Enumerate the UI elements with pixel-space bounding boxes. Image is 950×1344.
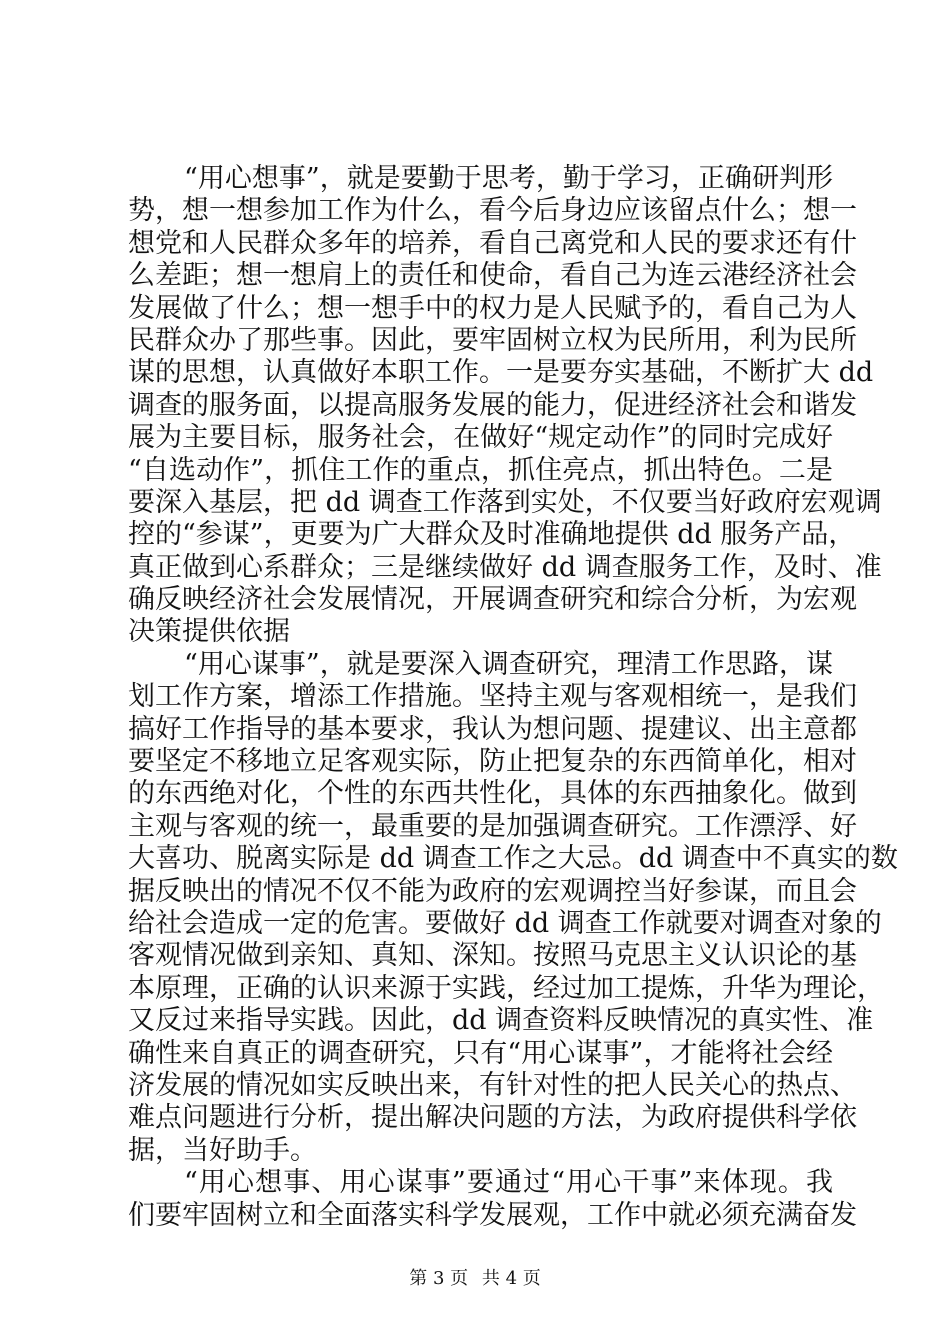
document-body	[128, 163, 898, 1232]
text-line: 真正做到心系群众；三是继续做好 dd 调查服务工作，及时、准	[128, 551, 882, 583]
paragraph-1	[128, 163, 882, 649]
page-number: 第 3 页	[409, 1268, 469, 1289]
text-line: 决策提供依据	[128, 616, 290, 648]
text-line: 么差距；想一想肩上的责任和使命，看自己为连云港经济社会	[128, 260, 857, 292]
page-total: 共 4 页	[481, 1268, 541, 1289]
text-line: 确性来自真正的调查研究，只有“用心谋事”，才能将社会经	[128, 1037, 833, 1069]
text-line: 又反过来指导实践。因此，dd 调查资料反映情况的真实性、准	[128, 1005, 874, 1037]
text-line: 谋的思想，认真做好本职工作。一是要夯实基础，不断扩大 dd	[128, 357, 874, 389]
text-line: 搞好工作指导的基本要求，我认为想问题、提建议、出主意都	[128, 713, 857, 745]
page-footer	[0, 1268, 950, 1290]
text-line: 主观与客观的统一，最重要的是加强调查研究。工作漂浮、好	[128, 810, 857, 842]
text-line: 给社会造成一定的危害。要做好 dd 调查工作就要对调查对象的	[128, 907, 882, 939]
text-line: 发展做了什么；想一想手中的权力是人民赋予的，看自己为人	[128, 292, 857, 324]
text-line: “自选动作”，抓住工作的重点，抓住亮点，抓出特色。二是	[128, 454, 833, 486]
text-line: 控的“参谋”，更要为广大群众及时准确地提供 dd 服务产品，	[128, 519, 856, 551]
text-line: 要深入基层，把 dd 调查工作落到实处，不仅要当好政府宏观调	[128, 486, 882, 518]
text-line: 想党和人民群众多年的培养，看自己离党和人民的要求还有什	[128, 227, 857, 259]
text-line: “用心想事”，就是要勤于思考，勤于学习，正确研判形	[184, 163, 833, 194]
text-line: 确反映经济社会发展情况，开展调查研究和综合分析，为宏观	[128, 584, 857, 616]
text-line: “用心谋事”，就是要深入调查研究，理清工作思路，谋	[184, 648, 833, 680]
paragraph-3	[128, 1167, 857, 1232]
text-line: 们要牢固树立和全面落实科学发展观，工作中就必须充满奋发	[128, 1199, 857, 1231]
text-line: 的东西绝对化，个性的东西共性化，具体的东西抽象化。做到	[128, 778, 857, 810]
text-line: 济发展的情况如实反映出来，有针对性的把人民关心的热点、	[128, 1069, 857, 1101]
text-line: 要坚定不移地立足客观实际，防止把复杂的东西简单化，相对	[128, 746, 857, 778]
text-line: 展为主要目标，服务社会，在做好“规定动作”的同时完成好	[128, 422, 833, 454]
text-line: 据反映出的情况不仅不能为政府的宏观调控当好参谋，而且会	[128, 875, 857, 907]
paragraph-2	[128, 648, 898, 1167]
text-line: 本原理，正确的认识来源于实践，经过加工提炼，升华为理论，	[128, 972, 884, 1004]
text-line: 民群众办了那些事。因此，要牢固树立权为民所用，利为民所	[128, 324, 857, 356]
text-line: 划工作方案，增添工作措施。坚持主观与客观相统一，是我们	[128, 681, 857, 713]
text-line: 客观情况做到亲知、真知、深知。按照马克思主义认识论的基	[128, 940, 857, 972]
text-line: “用心想事、用心谋事”要通过“用心干事”来体现。我	[184, 1167, 833, 1199]
text-line: 调查的服务面，以提高服务发展的能力，促进经济社会和谐发	[128, 389, 857, 421]
text-line: 势，想一想参加工作为什么，看今后身边应该留点什么；想一	[128, 195, 857, 227]
text-line: 难点问题进行分析，提出解决问题的方法，为政府提供科学依	[128, 1102, 857, 1134]
text-line: 据，当好助手。	[128, 1134, 317, 1166]
text-line: 大喜功、脱离实际是 dd 调查工作之大忌。dd 调查中不真实的数	[128, 843, 898, 875]
